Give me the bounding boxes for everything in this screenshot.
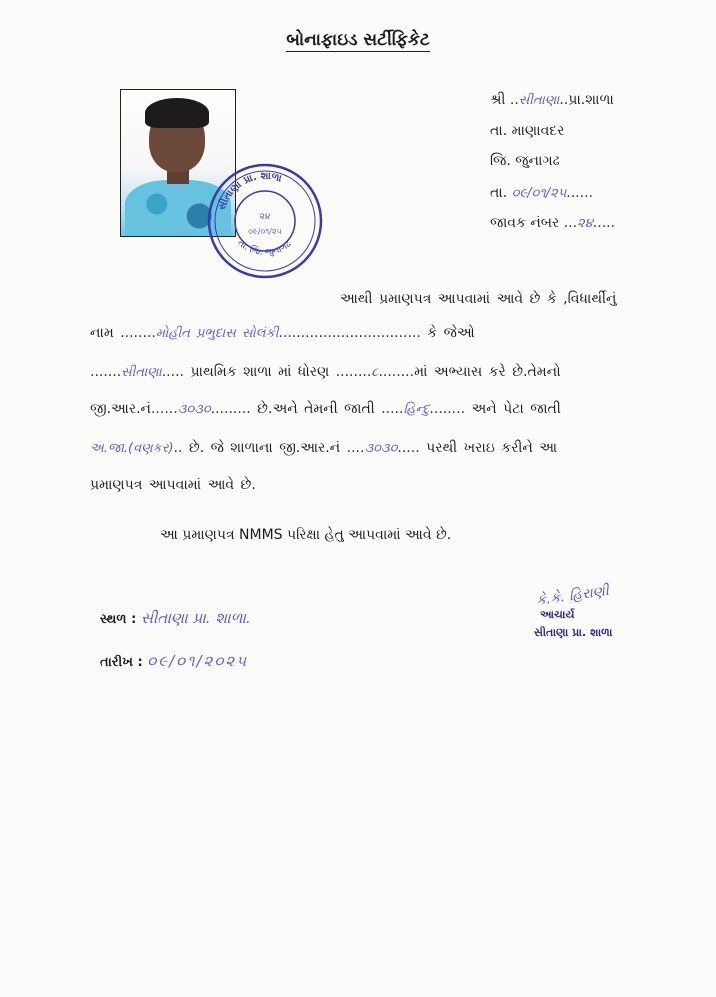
standard-hw: ૮ bbox=[371, 365, 379, 380]
seal-date: ૦૯/૦૧/૨૫ bbox=[248, 227, 282, 236]
header-school-line: શ્રી ..સીતાણા..પ્રા.શાળા bbox=[490, 92, 614, 108]
header-school-hw: સીતાણા bbox=[518, 93, 560, 108]
body-intro: આથી પ્રમાણપત્ર આપવામાં આવે છે કે ,વિધાર્થીનું bbox=[340, 291, 617, 307]
signature-school: સીતાણા પ્રા. શાળા bbox=[534, 626, 613, 639]
header-date-line: તા. ૦૯/૦૧/૨૫...... bbox=[490, 185, 593, 201]
header-date-hw: ૦૯/૦૧/૨૫ bbox=[511, 186, 567, 201]
seal-bottom-text: તા. જિ. જુનાગઢ bbox=[235, 238, 294, 259]
seal-number: ૨૪ bbox=[259, 212, 271, 222]
caste-hw: હિન્દુ bbox=[403, 402, 430, 417]
principal-signature bbox=[532, 582, 652, 650]
body-name-line: નામ ........મોહીત પ્રભુદાસ સોલંકી................................ કે જેઓ bbox=[90, 325, 475, 341]
photo-hair bbox=[145, 98, 209, 128]
school-seal bbox=[206, 162, 324, 280]
purpose-statement: આ પ્રમાણપત્ર NMMS પરિક્ષા હેતુ આપવામાં આવે છે. bbox=[160, 527, 452, 543]
student-name-hw: મોહીત પ્રભુદાસ સોલંકી bbox=[155, 326, 279, 341]
header-outward-line: જાવક નંબર ...૨૪..... bbox=[490, 215, 616, 231]
gr-number-2-hw: ૩૦૩૦ bbox=[364, 441, 398, 456]
seal-top-text: સીતાણા પ્રા. શાળા bbox=[216, 170, 283, 212]
date-line: તારીખ : ૦૯/૦૧/૨૦૨૫ bbox=[100, 652, 249, 670]
header-outward-hw: ૨૪ bbox=[577, 216, 593, 231]
date-hw: ૦૯/૦૧/૨૦૨૫ bbox=[147, 652, 249, 670]
header-taluka: તા. માણાવદર bbox=[490, 123, 565, 139]
place-line: સ્થળ : સીતાણા પ્રા. શાળા. bbox=[100, 609, 251, 627]
signature-title: આચાર્ય bbox=[540, 608, 575, 621]
signature-hw: કે.કે. હિરાણી bbox=[535, 582, 610, 610]
place-hw: સીતાણા પ્રા. શાળા. bbox=[140, 609, 251, 627]
header-district: જિ. જુનાગઢ bbox=[490, 153, 560, 169]
body-subcaste-line: અ.જા.(વણકર).. છે. જે શાળાના જી.આર.નં ....૩૦૩૦..... પરથી ખરાઇ કરીને આ bbox=[90, 440, 558, 456]
certificate-title: બોનાફાઇડ સર્ટીફિકેટ bbox=[286, 30, 430, 50]
gr-number-hw: ૩૦૩૦ bbox=[177, 402, 211, 417]
body-school-line: .......સીતાણા..... પ્રાથમિક શાળા માં ધોરણ ........૮........માં અભ્યાસ કરે છે.તેમનો bbox=[90, 364, 561, 380]
body-gr-line: જી.આર.નં......૩૦૩૦......... છે.અને તેમની જાતી .....હિન્દુ........ અને પેટા જાતી bbox=[90, 401, 561, 417]
body-closing: પ્રમાણપત્ર આપવામાં આવે છે. bbox=[90, 477, 256, 493]
subcaste-hw: અ.જા.(વણકર) bbox=[90, 441, 174, 456]
school-name-hw: સીતાણા bbox=[121, 365, 162, 380]
